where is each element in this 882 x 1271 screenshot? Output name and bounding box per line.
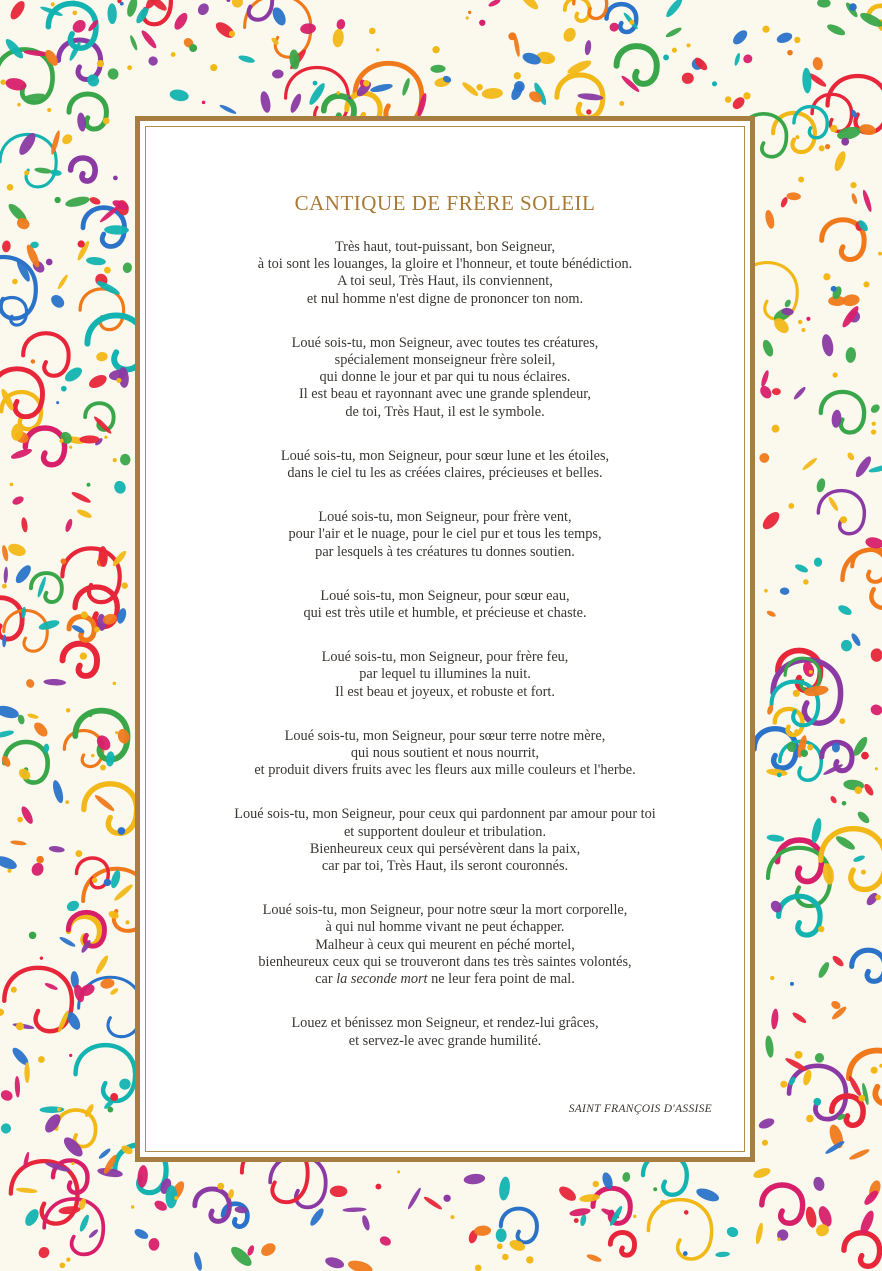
verse-line: et supportent douleur et tribulation.	[343, 823, 547, 840]
verse-line: Loué sois-tu, mon Seigneur, pour sœur lune et les étoiles,	[280, 447, 610, 464]
verse-emphasis: la seconde mort	[336, 971, 428, 988]
verse-line: bienheureux ceux qui se trouveront dans tes très saintes volontés,	[258, 953, 632, 970]
stanza-4	[140, 509, 750, 561]
stanza-7	[140, 728, 750, 780]
stanza-9	[140, 902, 750, 988]
verse-line-seconde-mort	[140, 971, 750, 988]
stanza-8	[140, 806, 750, 875]
verse-line: spécialement monseigneur frère soleil,	[334, 352, 556, 369]
stanza-3	[140, 448, 750, 482]
page-title: CANTIQUE DE FRÈRE SOLEIL	[294, 191, 596, 215]
verse-line: et servez-le avec grande humilité.	[348, 1032, 542, 1049]
verse-fragment: ne leur fera point de mal.	[427, 971, 575, 988]
verse-line: et nul homme n'est digne de prononcer ton nom.	[306, 290, 584, 307]
verse-line: qui donne le jour et par qui tu nous éclaires.	[319, 369, 571, 386]
verse-line: pour l'air et le nuage, pour le ciel pur et tous les temps,	[288, 526, 602, 543]
stanza-10	[140, 1015, 750, 1049]
verse-line: de toi, Très Haut, il est le symbole.	[345, 403, 545, 420]
verse-line: A toi seul, Très Haut, ils conviennent,	[337, 273, 553, 290]
canticle-body	[140, 239, 750, 1077]
verse-line: Loué sois-tu, mon Seigneur, pour sœur eau,	[320, 587, 570, 604]
verse-line: Loué sois-tu, mon Seigneur, pour frère feu,	[321, 649, 569, 666]
verse-line: dans le ciel tu les as créées claires, précieuses et belles.	[287, 465, 603, 482]
verse-line: Malheur à ceux qui meurent en péché mortel,	[315, 936, 575, 953]
stanza-2	[140, 335, 750, 421]
verse-line: par lequel tu illumines la nuit.	[359, 666, 531, 683]
verse-line: Loué sois-tu, mon Seigneur, avec toutes tes créatures,	[291, 334, 599, 351]
verse-fragment: car	[315, 971, 337, 988]
verse-line: qui est très utile et humble, et précieuse et chaste.	[303, 605, 587, 622]
verse-line: à qui nul homme vivant ne peut échapper.	[325, 919, 565, 936]
verse-line: Bienheureux ceux qui persévèrent dans la paix,	[309, 840, 581, 857]
verse-line: Loué sois-tu, mon Seigneur, pour ceux qui pardonnent par amour pour toi	[234, 806, 656, 823]
text-panel	[135, 116, 755, 1162]
verse-line: Loué sois-tu, mon Seigneur, pour notre sœur la mort corporelle,	[262, 902, 628, 919]
stanza-1	[140, 239, 750, 308]
verse-line: et produit divers fruits avec les fleurs aux mille couleurs et l'herbe.	[254, 762, 636, 779]
verse-line: Loué sois-tu, mon Seigneur, pour frère vent,	[318, 509, 572, 526]
verse-line: car par toi, Très Haut, ils seront couronnés.	[321, 858, 569, 875]
verse-line: Il est beau et joyeux, et robuste et fort.	[335, 683, 555, 700]
stanza-5	[140, 588, 750, 622]
verse-line: par lesquels à tes créatures tu donnes soutien.	[315, 543, 575, 560]
verse-line: Loué sois-tu, mon Seigneur, pour sœur terre notre mère,	[284, 727, 606, 744]
verse-line: à toi sont les louanges, la gloire et l'honneur, et toute bénédiction.	[257, 256, 633, 273]
verse-line: Très haut, tout-puissant, bon Seigneur,	[334, 239, 556, 255]
author-signature: SAINT FRANÇOIS D'ASSISE	[568, 1103, 712, 1115]
stanza-6	[140, 649, 750, 701]
verse-line: Louez et bénissez mon Seigneur, et rendez-lui grâces,	[291, 1015, 599, 1032]
verse-line: qui nous soutient et nous nourrit,	[350, 745, 540, 762]
verse-line: Il est beau et rayonnant avec une grande splendeur,	[299, 386, 591, 403]
